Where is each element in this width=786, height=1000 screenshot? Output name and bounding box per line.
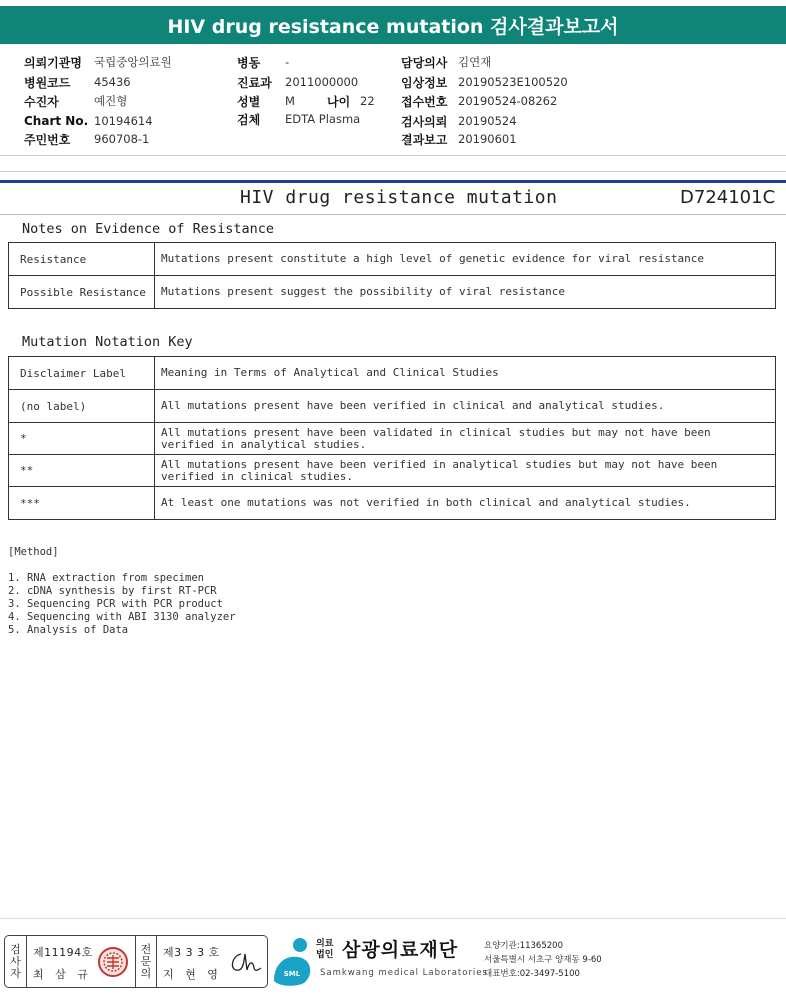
notation-label: ** [9,455,155,487]
supervisor-column [159,936,267,987]
tester-license-no: 제11194호 [33,946,93,959]
signature-box [4,935,268,988]
notation-text: All mutations present have been validated in clinical studies but may not have been verified in analytical studies. [155,423,776,455]
resident-no-field [24,130,149,148]
notation-label: Disclaimer Label [9,357,155,390]
hospital-label: 의뢰기관명 [24,55,82,70]
chart-no-label: Chart No. [24,114,89,128]
org-prefix-line: 의료 [316,939,334,949]
institution-number: 요양기관:11365200 [484,941,563,951]
table-row [9,243,776,276]
seal-stamp-icon [97,946,129,978]
supervisor-label-char: 문 [140,954,152,968]
specimen-field [237,110,360,128]
notation-label: (no label) [9,390,155,423]
chart-no-value: 10194614 [94,114,153,128]
tester-vertical-label [5,936,27,987]
blue-rule [0,180,786,183]
evidence-label: Resistance [9,243,155,276]
footer-divider [0,918,786,919]
notation-text: All mutations present have been verified in analytical studies but may not have been verified in clinical studies. [155,455,776,487]
clinical-info-label: 임상정보 [401,75,448,90]
receipt-no-label: 접수번호 [401,94,448,109]
clinical-info-field [401,73,568,91]
method-step: 1. RNA extraction from specimen [8,572,204,584]
method-step: 2. cDNA synthesis by first RT-PCR [8,585,217,597]
notation-text: At least one mutations was not verified in both clinical and analytical studies. [155,487,776,520]
report-heading [0,187,786,213]
department-value: 2011000000 [285,75,359,89]
evidence-text: Mutations present suggest the possibility of viral resistance [155,276,776,309]
org-name: 삼광의료재단 [342,939,459,961]
sml-badge-text: SML [283,970,301,978]
evidence-label: Possible Resistance [9,276,155,309]
table-row [9,455,776,487]
report-heading-divider [0,214,786,215]
resident-no-label: 주민번호 [24,132,71,147]
notation-table [8,356,776,520]
hospital-code-value: 45436 [94,75,131,89]
method-step: 4. Sequencing with ABI 3130 analyzer [8,611,236,623]
supervisor-label-char: 전 [140,942,152,956]
evidence-text: Mutations present constitute a high level of genetic evidence for viral resistance [155,243,776,276]
evidence-heading: Notes on Evidence of Resistance [22,221,274,237]
notation-text: All mutations present have been verified in clinical and analytical studies. [155,390,776,423]
info-divider [0,155,786,156]
notation-label: * [9,423,155,455]
ward-label: 병동 [237,55,261,70]
notation-label: *** [9,487,155,520]
table-row [9,357,776,390]
tester-label-char: 사 [10,954,21,968]
receipt-no-field [401,92,557,110]
report-date-field [401,130,517,148]
sex-field [237,92,375,110]
method-heading: [Method] [8,546,59,558]
method-steps [8,572,236,637]
report-date-value: 20190601 [458,132,517,146]
ward-value: - [285,55,290,69]
doctor-value: 김연재 [458,55,492,69]
tester-column [29,936,135,987]
request-date-label: 검사의뢰 [401,114,448,129]
org-english-name: Samkwang medical Laboratories [320,968,488,978]
report-title-banner [0,6,786,44]
specimen-value: EDTA Plasma [285,112,361,126]
doctor-label: 담당의사 [401,55,448,70]
hospital-field [24,53,172,71]
org-logo [270,935,780,990]
org-prefix [316,939,333,961]
patient-field [24,92,127,110]
request-date-field [401,112,517,130]
supervisor-vertical-label [135,936,157,987]
receipt-no-value: 20190524-08262 [458,94,558,108]
method-step: 5. Analysis of Data [8,624,129,636]
report-name: HIV drug resistance mutation [240,187,558,208]
doctor-field [401,53,491,71]
table-row [9,487,776,520]
age-value: 22 [360,94,375,108]
notation-heading: Mutation Notation Key [22,334,193,350]
supervisor-name: 지 현 영 [163,968,222,981]
sex-value: M [285,94,295,108]
hospital-value: 국립중앙의료원 [94,55,172,69]
org-address: 서울특별시 서초구 양재동 9-60 [484,955,602,965]
notation-text: Meaning in Terms of Analytical and Clinical Studies [155,357,776,390]
patient-label: 수진자 [24,94,59,109]
department-field [237,73,358,91]
patient-value: 예진형 [94,94,128,108]
info-divider-lower [0,171,786,172]
org-prefix-line: 법인 [316,950,334,960]
tester-name: 최 삼 규 [33,968,92,981]
sml-logo-icon [272,937,316,987]
tester-label-char: 검 [10,942,21,956]
signature-icon [227,948,267,978]
report-date-label: 결과보고 [401,132,448,147]
hospital-code-field [24,73,131,91]
table-row [9,423,776,455]
ward-field [237,53,289,71]
patient-info-block [0,48,786,162]
supervisor-label-char: 의 [140,966,152,980]
table-row [9,390,776,423]
specimen-label: 검체 [237,112,261,127]
resident-no-value: 960708-1 [94,132,150,146]
sex-label: 성별 [237,94,261,109]
chart-no-field [24,112,153,130]
org-phone: 대표번호:02-3497-5100 [484,969,580,979]
report-title: HIV drug resistance mutation 검사결과보고서 [167,15,619,38]
supervisor-license-no: 제3 3 3 호 [163,946,220,959]
age-label: 나이 [327,94,351,109]
tester-label-char: 자 [10,966,21,980]
hospital-code-label: 병원코드 [24,75,71,90]
evidence-table [8,242,776,309]
report-code: D724101C [680,187,776,208]
clinical-info-value: 20190523E100520 [458,75,568,89]
table-row [9,276,776,309]
department-label: 진료과 [237,75,272,90]
request-date-value: 20190524 [458,114,517,128]
method-step: 3. Sequencing PCR with PCR product [8,598,223,610]
